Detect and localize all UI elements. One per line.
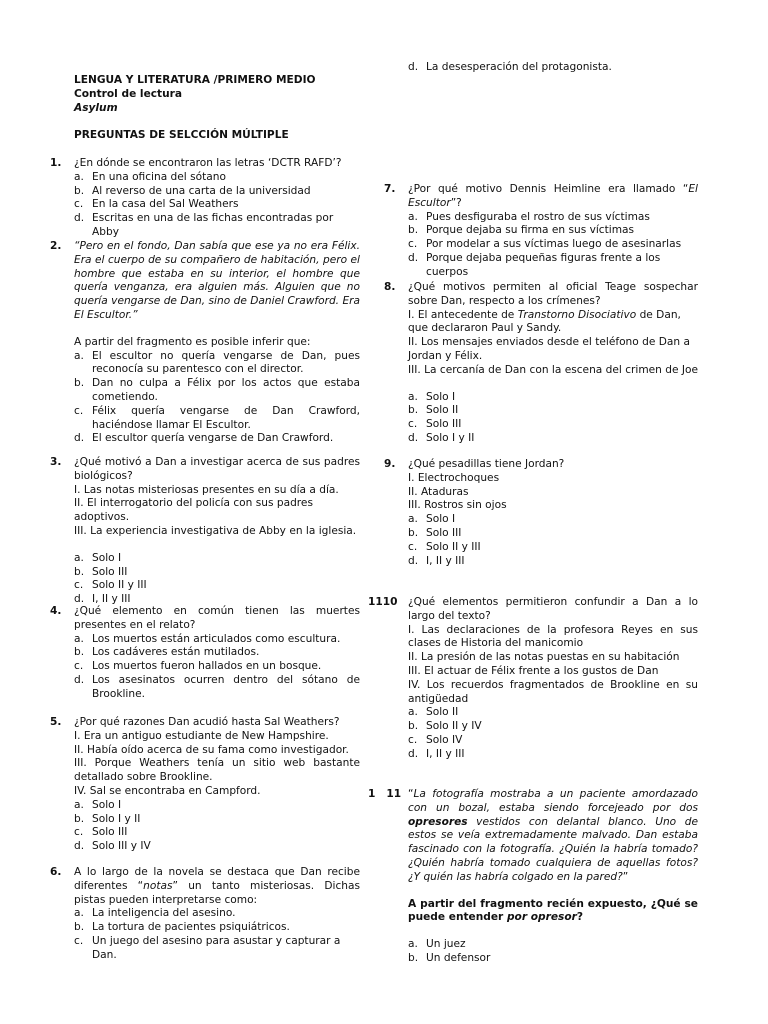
- statement: II. Los mensajes enviados desde el teléfono de Dan a Jordan y Félix.: [408, 336, 690, 362]
- statement: I. Las declaraciones de la profesora Reyes en sus clases de Historia del manicomio: [408, 623, 698, 650]
- statement: I. Electrochoques: [408, 471, 500, 484]
- question-number: 1.: [50, 157, 62, 169]
- statement: III. El actuar de Félix frente a los gustos de Dan: [408, 664, 659, 677]
- option-d[interactable]: d. La desesperación del protagonista.: [408, 61, 612, 73]
- option-b[interactable]: b. La tortura de pacientes psiquiátricos.: [74, 921, 290, 934]
- statement: II. Ataduras: [408, 485, 469, 498]
- statement: II. La presión de las notas puestas en su habitación: [408, 651, 680, 664]
- question-text: ¿Qué motivos permiten al oficial Teage sospechar sobre Dan, respecto a los crímenes?: [408, 281, 698, 307]
- option-a[interactable]: a. Solo I: [408, 390, 456, 403]
- option-a[interactable]: a. Un juez: [408, 938, 466, 951]
- option-b[interactable]: b. Solo III: [74, 565, 128, 578]
- question-8: [384, 281, 698, 446]
- statement: II. El interrogatorio del policía con sus padres adoptivos.: [74, 497, 313, 524]
- option-d[interactable]: d. Porque dejaba pequeñas figuras frente a los cuerpos: [408, 251, 661, 278]
- question-prompt: A partir del fragmento es posible inferir que:: [74, 335, 311, 348]
- statement: I. El antecedente de Transtorno Disociativo de Dan, que declararon Paul y Sandy.: [408, 308, 681, 335]
- option-c[interactable]: c. Un juego del asesino para asustar y capturar a Dan.: [74, 934, 341, 961]
- statement: II. Había oído acerca de su fama como investigador.: [74, 743, 349, 756]
- option-b[interactable]: b. Solo II: [408, 404, 459, 417]
- question-1: [50, 157, 360, 240]
- statement: III. La experiencia investigativa de Abby en la iglesia.: [74, 524, 357, 537]
- option-c[interactable]: c. Solo III: [408, 418, 462, 431]
- quote-text: “La fotografía mostraba a un paciente amordazado con un bozal, estaba siendo forcejeado por dos opresores vestidos con delantal blanco. Uno de estos se veía extremadamente malvado. Dan estaba fascinado con la fotografía. ¿Quién la habría tomado? ¿Quién habría tomado cualquiera de aquellas fotos? ¿Y quién las habría colgado en la pared?”: [408, 788, 698, 883]
- statement: III. Rostros sin ojos: [408, 499, 507, 512]
- question-5: [50, 716, 360, 854]
- question-prompt: A partir del fragmento recién expuesto, ¿Qué se puede entender por opresor?: [408, 897, 698, 924]
- option-d[interactable]: d. I, II y III: [408, 747, 465, 760]
- statement: IV. Sal se encontraba en Campford.: [74, 784, 261, 797]
- question-7: [384, 183, 698, 280]
- question-number: 1110: [368, 596, 398, 608]
- question-text: ¿En dónde se encontraron las letras ‘DCTR RAFD’?: [74, 157, 342, 169]
- question-number: 6.: [50, 866, 62, 878]
- option-d[interactable]: d. Los asesinatos ocurren dentro del sótano de Brookline.: [74, 673, 360, 700]
- question-number: 9.: [384, 458, 396, 470]
- option-b[interactable]: b. Solo III: [408, 526, 462, 539]
- question-text: ¿Por qué razones Dan acudió hasta Sal Weathers?: [74, 716, 340, 728]
- question-text: ¿Qué pesadillas tiene Jordan?: [408, 458, 565, 470]
- statement: III. Porque Weathers tenía un sitio web bastante detallado sobre Brookline.: [74, 757, 360, 784]
- quote-text: “Pero en el fondo, Dan sabía que ese ya no era Félix. Era el cuerpo de su compañero de habitación, pero el hombre que estaba en su interior, el hombre que quería venganza, era alguien más. Alguien que no quería vengarse de Dan, sino de Daniel Crawford. Era El Escultor.”: [74, 240, 360, 321]
- question-4: [50, 605, 360, 702]
- statement: I. Las notas misteriosas presentes en su día a día.: [74, 483, 339, 496]
- question-2: [50, 240, 360, 446]
- option-c[interactable]: c. Solo IV: [408, 733, 463, 746]
- option-b[interactable]: b. Solo II y IV: [408, 720, 482, 733]
- question-text: ¿Qué motivó a Dan a investigar acerca de sus padres biológicos?: [74, 456, 360, 482]
- control-title: Control de lectura: [74, 87, 183, 100]
- document-header: [74, 74, 364, 143]
- book-title: Asylum: [74, 101, 118, 114]
- question-9: [384, 458, 698, 568]
- question-6-continued: [408, 61, 698, 75]
- question-number: 2.: [50, 240, 62, 252]
- question-number: 1 11: [368, 788, 402, 800]
- statement: I. Era un antiguo estudiante de New Hampshire.: [74, 729, 329, 742]
- option-c[interactable]: c. Solo III: [74, 826, 128, 839]
- option-d[interactable]: d. El escultor quería vengarse de Dan Crawford.: [74, 432, 334, 445]
- option-a[interactable]: a. Los muertos están articulados como escultura.: [74, 632, 341, 645]
- option-b[interactable]: b. Dan no culpa a Félix por los actos que estaba cometiendo.: [74, 377, 360, 403]
- option-c[interactable]: c. Los muertos fueron hallados en un bosque.: [74, 660, 322, 673]
- option-c[interactable]: c. En la casa del Sal Weathers: [74, 198, 239, 211]
- statement: IV. Los recuerdos fragmentados de Brookline en su antigüedad: [408, 678, 698, 705]
- option-b[interactable]: b. Porque dejaba su firma en sus víctimas: [408, 224, 635, 237]
- option-a[interactable]: a. Solo I: [74, 798, 122, 811]
- question-6: [50, 866, 360, 963]
- option-c[interactable]: c. Solo II y III: [74, 579, 147, 592]
- section-title: PREGUNTAS DE SELCCIÓN MÚLTIPLE: [74, 129, 289, 142]
- option-c[interactable]: c. Félix quería vengarse de Dan Crawford, haciéndose llamar El Escultor.: [74, 404, 360, 431]
- question-text: ¿Qué elementos permitieron confundir a Dan a lo largo del texto?: [408, 596, 698, 622]
- option-a[interactable]: a. Solo I: [74, 551, 122, 564]
- option-a[interactable]: a. La inteligencia del asesino.: [74, 907, 236, 920]
- question-3: [50, 456, 360, 607]
- option-d[interactable]: d. Solo I y II: [408, 431, 475, 444]
- option-a[interactable]: a. Solo I: [408, 513, 456, 526]
- option-d[interactable]: d. I, II y III: [408, 554, 465, 567]
- option-a[interactable]: a. Solo II: [408, 706, 459, 719]
- statement: III. La cercanía de Dan con la escena del crimen de Joe: [408, 363, 698, 376]
- option-a[interactable]: a. El escultor no quería vengarse de Dan, pues reconocía su parentesco con el director.: [74, 349, 360, 376]
- course-title: LENGUA Y LITERATURA /PRIMERO MEDIO: [74, 74, 316, 86]
- question-number: 7.: [384, 183, 396, 195]
- question-text: ¿Por qué motivo Dennis Heimline era llamado “El Escultor”?: [408, 183, 698, 209]
- option-d[interactable]: d. I, II y III: [74, 593, 131, 606]
- option-d[interactable]: d. Solo III y IV: [74, 840, 151, 853]
- option-b[interactable]: b. Un defensor: [408, 951, 491, 964]
- option-b[interactable]: b. Los cadáveres están mutilados.: [74, 646, 260, 659]
- question-text: A lo largo de la novela se destaca que Dan recibe diferentes “notas” un tanto misteriosas. Dichas pistas pueden interpretarse como:: [74, 866, 360, 906]
- question-11: [368, 788, 698, 966]
- option-b[interactable]: b. Solo I y II: [74, 812, 141, 825]
- option-a[interactable]: a. En una oficina del sótano: [74, 170, 226, 183]
- question-number: 3.: [50, 456, 62, 468]
- question-number: 8.: [384, 281, 396, 293]
- question-number: 4.: [50, 605, 62, 617]
- option-c[interactable]: c. Por modelar a sus víctimas luego de asesinarlas: [408, 238, 682, 251]
- option-a[interactable]: a. Pues desfiguraba el rostro de sus víctimas: [408, 210, 650, 223]
- question-number: 5.: [50, 716, 62, 728]
- question-text: ¿Qué elemento en común tienen las muertes presentes en el relato?: [74, 605, 360, 631]
- question-10: [368, 596, 698, 762]
- option-d[interactable]: d. Escritas en una de las fichas encontradas por Abby: [74, 212, 334, 238]
- option-c[interactable]: c. Solo II y III: [408, 540, 481, 553]
- option-b[interactable]: b. Al reverso de una carta de la universidad: [74, 184, 311, 197]
